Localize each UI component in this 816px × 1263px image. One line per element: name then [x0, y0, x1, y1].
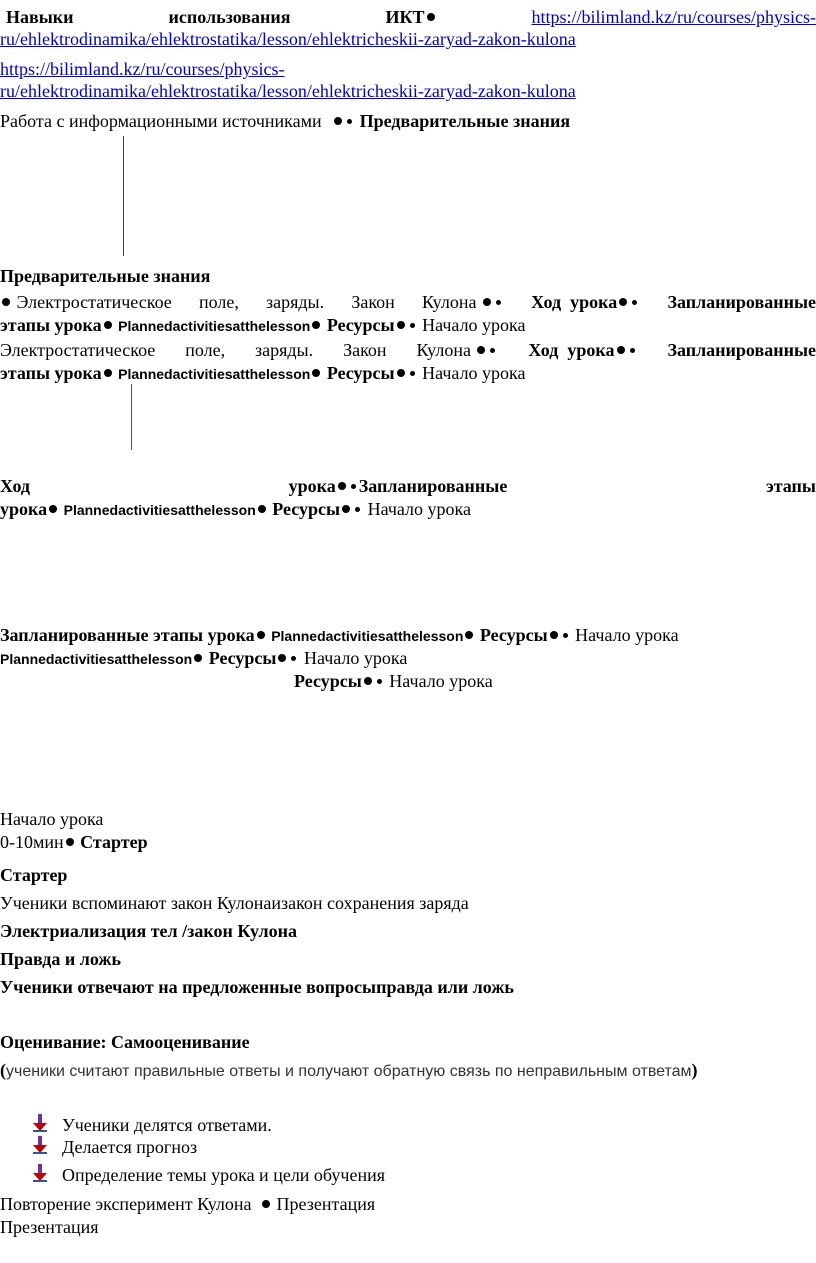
stages-text: этапы урока — [0, 315, 102, 335]
bullet-dot-icon — [278, 654, 286, 662]
bullet-item-2 — [62, 1136, 197, 1158]
prior-word-4: Закон — [351, 292, 395, 312]
resources-text: Ресурсы — [272, 499, 341, 519]
presentation-line — [0, 1216, 99, 1238]
link-line-1b — [0, 28, 576, 50]
true-false-text: Правда и ложь — [0, 949, 121, 969]
bullet-dot-icon — [334, 117, 342, 125]
hod-wrap — [289, 475, 508, 497]
hod-word-1: Ход — [528, 340, 559, 360]
bullet-dot-icon — [477, 346, 485, 354]
electrization-text: Электриализация тел /закон Кулона — [0, 921, 298, 941]
prior-word-3: заряды. — [266, 292, 325, 312]
bullet-dot-icon — [342, 505, 350, 513]
stages-word-1: этапы — [765, 476, 816, 496]
bullet-dot-icon — [104, 369, 112, 377]
small-dot-icon — [347, 119, 352, 124]
start-label: Начало урока — [0, 809, 104, 829]
planned-word: Запланированные — [667, 292, 816, 312]
planned-en-text: Plannedactivitiesatthelesson — [118, 366, 311, 382]
paren-open: ( — [0, 1060, 6, 1080]
ict-label-b: использования — [168, 7, 291, 27]
bullet-dot-icon — [617, 346, 625, 354]
ict-label-c: ИКТ — [385, 7, 425, 27]
prior-word-1: Электростатическое — [16, 292, 172, 312]
bullet-dot-icon — [49, 505, 57, 513]
prior-heading — [0, 265, 210, 287]
bullet-dot-icon — [66, 838, 74, 846]
small-dot-icon — [496, 300, 501, 305]
hod-word-1: Ход — [0, 476, 31, 496]
work-sources-line — [0, 110, 570, 132]
hod-word-2: урока — [570, 292, 618, 312]
assessment-heading-line — [0, 1031, 250, 1053]
hod-word-2: урока — [567, 340, 615, 360]
planned-en-text: Plannedactivitiesatthelesson — [63, 502, 256, 518]
prior-line-1b — [0, 314, 526, 337]
assessment-note: ученики считают правильные ответы и получают обратную связь по неправильным ответам — [6, 1063, 692, 1080]
small-dot-icon — [563, 633, 568, 638]
planned-en-text: Plannedactivitiesatthelesson — [0, 651, 193, 667]
resources-text: Ресурсы — [326, 315, 395, 335]
true-false-line — [0, 948, 121, 970]
planned-full-text: Запланированные этапы урока — [0, 625, 255, 645]
small-dot-icon — [351, 484, 356, 489]
bullet-dot-icon — [257, 631, 265, 639]
prior-knowledge-bold: Предварительные знания — [359, 111, 571, 131]
bullet-dot-icon — [194, 654, 202, 662]
stages-word-2: урока — [0, 499, 48, 519]
prior-word-2: поле, — [198, 292, 239, 312]
hod-word-1: Ход — [531, 292, 562, 312]
start-label-line — [0, 808, 103, 830]
recall-line — [0, 892, 469, 914]
bullet-dot-icon — [338, 482, 346, 490]
small-dot-icon — [490, 348, 495, 353]
small-dot-icon — [630, 348, 635, 353]
bullet-dot-icon — [312, 369, 320, 377]
hod-wrap — [531, 291, 640, 313]
ict-label-a: Навыки — [6, 7, 74, 27]
stages-text: этапы урока — [0, 363, 102, 383]
assessment-heading: Оценивание: Самооценивание — [0, 1032, 250, 1052]
hod-wrap — [528, 339, 637, 361]
bullet-dot-icon — [2, 298, 10, 306]
vertical-divider-2 — [131, 384, 132, 450]
bullet-dot-icon — [258, 505, 266, 513]
vertical-divider-1 — [123, 136, 124, 256]
start-text: Начало урока — [422, 363, 526, 383]
hod-word-2: урока — [288, 476, 336, 496]
bullet-dot-icon — [483, 298, 491, 306]
course-line-1 — [0, 475, 816, 497]
prior-word-5: Кулона — [421, 292, 477, 312]
prior-word-5-wrap — [416, 339, 498, 361]
bullet-dot-icon — [550, 631, 558, 639]
prior-word-1-wrap — [0, 291, 172, 313]
prior-line-2b — [0, 362, 526, 385]
recall-text: Ученики вспоминают закон Кулонаизакон сохранения заряда — [0, 893, 469, 913]
planned-en-text: Plannedactivitiesatthelesson — [118, 318, 311, 334]
repeat-text: Повторение эксперимент Кулона — [0, 1194, 252, 1214]
bullet-item-3 — [62, 1164, 385, 1186]
starter-heading-line — [0, 864, 67, 886]
small-dot-icon — [410, 371, 415, 376]
planned-line-3 — [294, 670, 493, 692]
resources-text: Ресурсы — [479, 625, 548, 645]
presentation-text-2: Презентация — [0, 1217, 99, 1237]
planned-word: Запланированные — [358, 476, 508, 496]
bullet-text-3: Определение темы урока и цели обучения — [62, 1165, 385, 1185]
bullet-dot-icon — [397, 321, 405, 329]
bullet-text-1: Ученики делятся ответами. — [62, 1115, 272, 1135]
prior-word-3: заряды. — [255, 340, 314, 360]
resources-text: Ресурсы — [326, 363, 395, 383]
prior-line-1 — [0, 291, 816, 313]
bullet-dot-icon — [104, 321, 112, 329]
arrow-down-icon — [32, 1114, 48, 1132]
prior-word-5: Кулона — [416, 340, 471, 360]
start-text: Начало урока — [422, 315, 526, 335]
small-dot-icon — [377, 679, 382, 684]
small-dot-icon — [355, 507, 360, 512]
arrow-down-icon — [32, 1164, 48, 1182]
start-text: Начало урока — [367, 499, 471, 519]
assessment-note-line — [0, 1059, 698, 1083]
electrization-line — [0, 920, 297, 942]
small-dot-icon — [632, 300, 637, 305]
answer-text: Ученики отвечают на предложенные вопросыправда или ложь — [0, 977, 514, 997]
link-line-2a — [0, 58, 284, 80]
start-text: Начало урока — [575, 625, 679, 645]
planned-line-1 — [0, 624, 679, 647]
starter-heading: Стартер — [0, 865, 68, 885]
bullet-dot-icon — [262, 1200, 270, 1208]
bilimland-link-1b[interactable]: ru/ehlektrodinamika/ehlektrostatika/lesson/ehlektricheskii-zaryad-zakon-kulona — [0, 29, 576, 49]
presentation-text: Презентация — [276, 1194, 376, 1214]
planned-line-2 — [0, 647, 407, 670]
bullet-item-1 — [62, 1114, 272, 1136]
ict-label-c-wrap — [385, 6, 436, 28]
starter-label: Стартер — [80, 832, 148, 852]
ict-skills-line — [0, 6, 816, 28]
bullet-dot-icon — [465, 631, 473, 639]
arrow-down-icon — [32, 1136, 48, 1154]
bullet-dot-icon — [364, 677, 372, 685]
resources-text: Ресурсы — [208, 648, 277, 668]
bullet-dot-icon — [397, 369, 405, 377]
prior-word-1: Электростатическое — [0, 340, 156, 360]
answer-line — [0, 976, 514, 998]
bullet-dot-icon — [619, 298, 627, 306]
prior-word-4: Закон — [343, 340, 387, 360]
start-text: Начало урока — [303, 648, 408, 668]
prior-line-2 — [0, 339, 816, 361]
prior-heading-text: Предварительные знания — [0, 266, 211, 286]
resources-text: Ресурсы — [294, 671, 362, 691]
prior-word-2: поле, — [185, 340, 226, 360]
planned-word: Запланированные — [667, 340, 816, 360]
prior-word-5-wrap — [422, 291, 504, 313]
small-dot-icon — [291, 656, 296, 661]
course-line-2 — [0, 498, 471, 521]
bilimland-link-2b[interactable]: ru/ehlektrodinamika/ehlektrostatika/lesson/ehlektricheskii-zaryad-zakon-kulona — [0, 81, 576, 101]
bullet-text-2: Делается прогноз — [62, 1137, 198, 1157]
work-sources-text: Работа с информационными источниками — [0, 111, 322, 131]
small-dot-icon — [410, 323, 415, 328]
time-text: 0-10мин — [0, 832, 64, 852]
paren-close: ) — [691, 1060, 698, 1080]
repeat-line — [0, 1193, 375, 1215]
time-line — [0, 831, 148, 853]
bullet-dot-icon — [312, 321, 320, 329]
link-line-2b — [0, 80, 576, 102]
bilimland-link-1a[interactable]: https://bilimland.kz/ru/courses/physics- — [531, 7, 816, 27]
bullet-dot-icon — [427, 13, 435, 21]
planned-en-text: Plannedactivitiesatthelesson — [271, 628, 464, 644]
bilimland-link-2a[interactable]: https://bilimland.kz/ru/courses/physics- — [0, 59, 285, 79]
start-text: Начало урока — [389, 671, 493, 691]
